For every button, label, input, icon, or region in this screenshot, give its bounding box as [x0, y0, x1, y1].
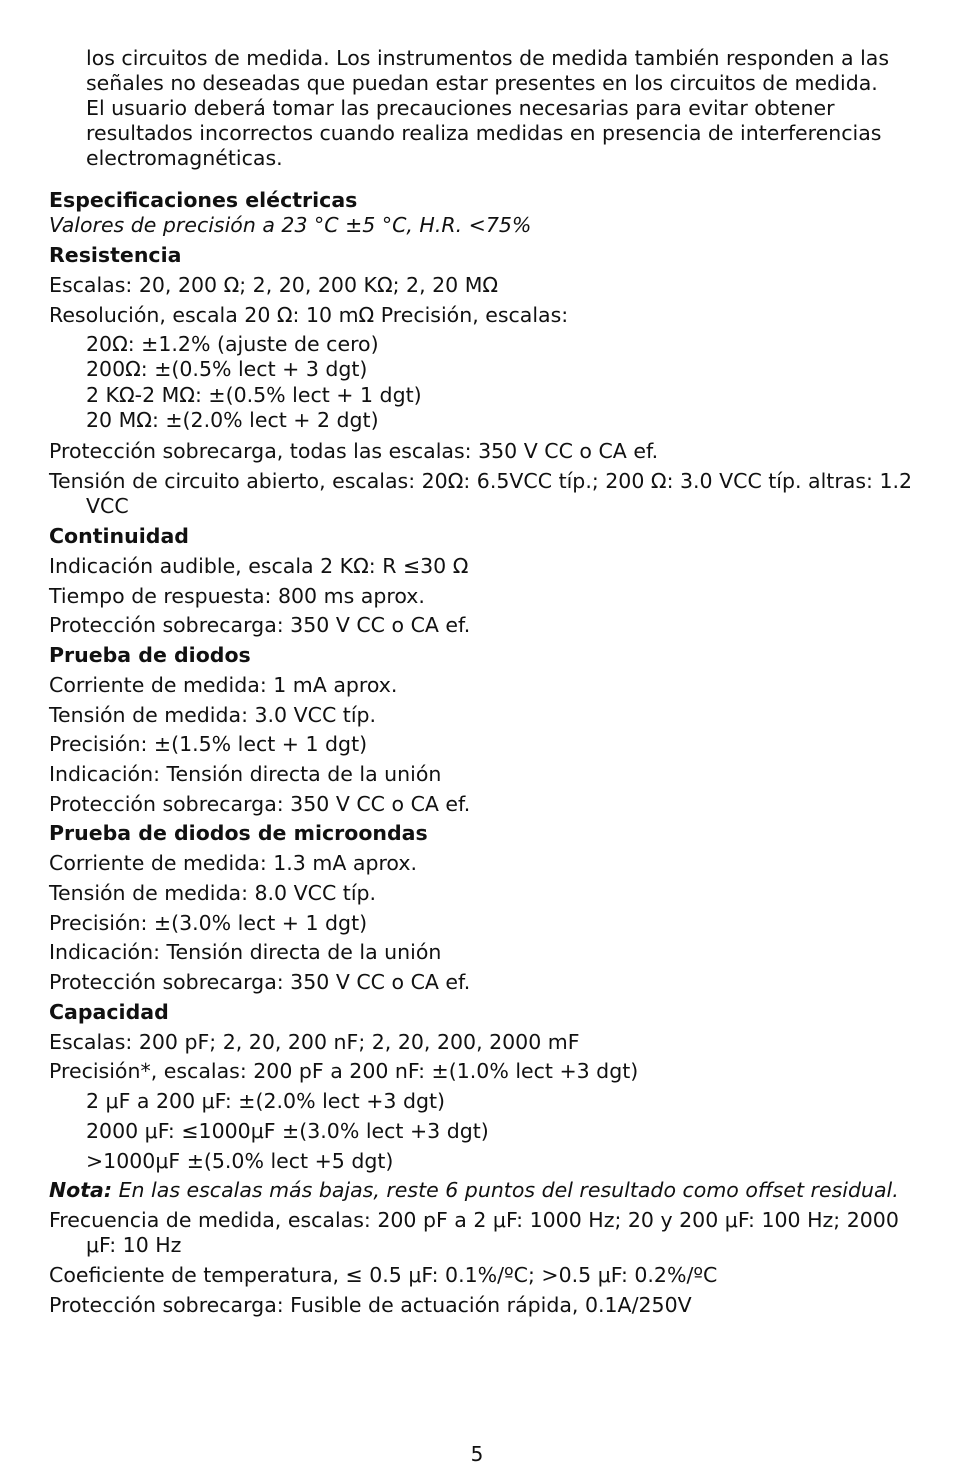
intro-paragraph	[86, 46, 914, 171]
microwave-line: Corriente de medida: 1.3 mA aprox.	[49, 851, 417, 875]
intro-line: señales no deseadas que puedan estar presentes en los circuitos de medida.	[86, 71, 878, 95]
capacitance-overload: Protección sobrecarga: Fusible de actuación rápida, 0.1A/250V	[49, 1293, 692, 1317]
capacitance-ranges: Escalas: 200 pF; 2, 20, 200 nF; 2, 20, 200, 2000 mF	[49, 1030, 580, 1054]
resistance-overload: Protección sobrecarga, todas las escalas: 350 V CC o CA ef.	[49, 439, 659, 463]
capacitance-accuracy: >1000μF ±(5.0% lect +5 dgt)	[86, 1149, 394, 1173]
microwave-line: Tensión de medida: 8.0 VCC típ.	[49, 881, 377, 905]
diode-line: Precisión: ±(1.5% lect + 1 dgt)	[49, 732, 368, 756]
page-number: 5	[470, 1442, 484, 1466]
capacitance-accuracy: Precisión*, escalas: 200 pF a 200 nF: ±(1.0% lect +3 dgt)	[49, 1059, 639, 1083]
intro-line: los circuitos de medida. Los instrumentos de medida también responden a las	[86, 46, 890, 70]
capacitance-accuracy: 2 μF a 200 μF: ±(2.0% lect +3 dgt)	[86, 1089, 446, 1113]
intro-line: electromagnéticas.	[86, 146, 283, 170]
diode-line: Corriente de medida: 1 mA aprox.	[49, 673, 398, 697]
microwave-line: Protección sobrecarga: 350 V CC o CA ef.	[49, 970, 471, 994]
capacitance-temp-coefficient: Coeficiente de temperatura, ≤ 0.5 μF: 0.1%/ºC; >0.5 μF: 0.2%/ºC	[49, 1263, 718, 1287]
microwave-line: Precisión: ±(3.0% lect + 1 dgt)	[49, 911, 368, 935]
note-label: Nota:	[49, 1178, 113, 1202]
intro-line: El usuario deberá tomar las precauciones necesarias para evitar obtener	[86, 96, 835, 120]
resistance-open-circuit: Tensión de circuito abierto, escalas: 20Ω: 6.5VCC típ.; 200 Ω: 3.0 VCC típ. altras: 1.2 VCC	[49, 469, 913, 518]
microwave-line: Indicación: Tensión directa de la unión	[49, 940, 442, 964]
resistance-accuracy: 20 MΩ: ±(2.0% lect + 2 dgt)	[86, 408, 379, 432]
resistance-resolution: Resolución, escala 20 Ω: 10 mΩ Precisión, escalas:	[49, 303, 569, 327]
resistance-accuracy: 2 KΩ-2 MΩ: ±(0.5% lect + 1 dgt)	[86, 383, 422, 407]
intro-line: resultados incorrectos cuando realiza medidas en presencia de interferencias	[86, 121, 882, 145]
capacitance-accuracy: 2000 μF: ≤1000μF ±(3.0% lect +3 dgt)	[86, 1119, 489, 1143]
note-text: En las escalas más bajas, reste 6 puntos del resultado como offset residual.	[112, 1178, 899, 1202]
resistance-ranges: Escalas: 20, 200 Ω; 2, 20, 200 KΩ; 2, 20 MΩ	[49, 273, 499, 297]
electrical-specs-subtitle: Valores de precisión a 23 °C ±5 °C, H.R. <75%	[49, 213, 532, 237]
diode-line: Protección sobrecarga: 350 V CC o CA ef.	[49, 792, 471, 816]
capacitance-heading: Capacidad	[49, 1000, 169, 1024]
continuity-heading: Continuidad	[49, 524, 189, 548]
resistance-heading: Resistencia	[49, 243, 182, 267]
microwave-diode-heading: Prueba de diodos de microondas	[49, 821, 428, 845]
resistance-accuracy: 200Ω: ±(0.5% lect + 3 dgt)	[86, 357, 368, 381]
diode-line: Indicación: Tensión directa de la unión	[49, 762, 442, 786]
continuity-line: Indicación audible, escala 2 KΩ: R ≤30 Ω	[49, 554, 469, 578]
diode-line: Tensión de medida: 3.0 VCC típ.	[49, 703, 377, 727]
capacitance-frequency: Frecuencia de medida, escalas: 200 pF a 2 μF: 1000 Hz; 20 y 200 μF: 100 Hz; 2000 μF: 10 Hz	[49, 1208, 899, 1257]
resistance-accuracy: 20Ω: ±1.2% (ajuste de cero)	[86, 332, 379, 356]
continuity-line: Protección sobrecarga: 350 V CC o CA ef.	[49, 613, 471, 637]
capacitance-note	[49, 1178, 914, 1203]
diode-test-heading: Prueba de diodos	[49, 643, 251, 667]
electrical-specs-heading: Especificaciones eléctricas	[49, 188, 358, 212]
continuity-line: Tiempo de respuesta: 800 ms aprox.	[49, 584, 425, 608]
